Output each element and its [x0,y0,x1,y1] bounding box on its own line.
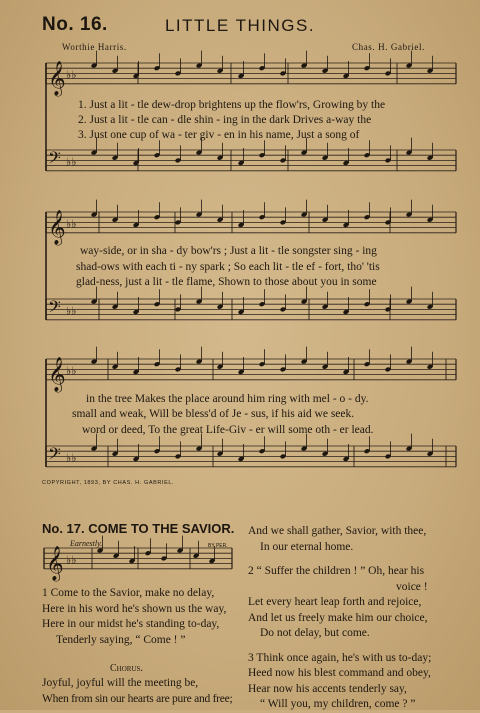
key-signature: ♭♭ [66,364,77,378]
bass-clef-icon: 𝄢 [48,296,61,321]
verse-line: Heed now his blest command and obey, [248,667,431,679]
lyric-line: way-side, or in sha - dy bow'rs ; Just a lit - tle songster sing - ing [80,245,377,257]
key-signature: ♭♭ [66,304,77,318]
hymn-16-title: LITTLE THINGS. [164,16,316,35]
treble-clef-icon: 𝄞 [48,356,66,392]
verse-line: 2 “ Suffer the children ! ” Oh, hear his [248,565,425,577]
verse-line: “ Will you, my children, come ? ” [260,698,416,710]
key-signature: ♭♭ [66,68,77,82]
tempo-marking: Earnestly. [70,539,103,548]
chorus-line: When from sin our hearts are pure and free; [42,692,233,705]
key-signature: ♭♭ [66,217,77,231]
key-signature: ♭♭ [66,553,77,567]
lyric-line: glad-ness, just a lit - tle flame, Shown to those about you in some [76,276,377,288]
treble-clef-icon: 𝄞 [48,209,66,245]
verse-line: 3 Think once again, he's with us to-day; [248,651,432,664]
note-heads [91,51,434,564]
verse-line: 1 Come to the Savior, make no delay, [42,587,215,599]
bass-clef-icon: 𝄢 [48,147,61,172]
lyric-line: in the tree Makes the place around him ring with mel - o - dy. [86,393,369,405]
verse-line: Here in our midst he's standing to-day, [42,618,220,630]
verse-line: And let us freely make him our choice, [248,611,428,624]
verse-line: Here in his word he's shown us the way, [42,602,227,615]
verse-line: Tenderly saying, “ Come ! ” [56,633,186,646]
hymn-16-composer: Chas. H. Gabriel. [352,42,425,52]
bass-clef-icon: 𝄢 [48,443,61,468]
chorus-line: Joyful, joyful will the meeting be, [42,677,199,689]
verse-line: In our eternal home. [260,540,354,553]
lyric-line: 3. Just one cup of wa - ter giv - en in his name, Just a song of [78,129,360,141]
verse-1 [42,586,226,648]
key-signature: ♭♭ [66,451,77,465]
clef-symbols [46,61,76,582]
stanza-gap [248,555,431,564]
lyric-line: word or deed, To the great Life-Giv - er will some oth - er lead. [82,424,374,436]
hymn-17-title: No. 17. COME TO THE SAVIOR. [42,521,235,536]
verse-line: Let every heart leap forth and rejoice, [248,596,422,608]
copyright-notice: COPYRIGHT, 1893, BY CHAS. H. GABRIEL. [42,480,175,486]
chorus-heading: Chorus. [110,663,143,674]
lyric-line: 1. Just a lit - tle dew-drop brightens up the flow'rs, Growing by the [78,99,386,111]
right-column-verses [248,524,431,713]
key-signature: ♭♭ [66,155,77,169]
hymn-16-author: Worthie Harris. [62,42,127,52]
hymn-17-attribution: BY PER. [208,543,228,549]
verse-line: Do not delay, but come. [260,627,370,639]
lyric-line: small and weak, Will be bless'd of Je - sus, if his aid we seek. [72,408,355,420]
treble-clef-icon: 𝄞 [48,60,66,96]
verse-line: And we shall gather, Savior, with thee, [248,525,427,537]
hymn-16-number: No. 16. [42,14,108,35]
stanza-gap [248,642,431,651]
lyric-line: shad-ows with each ti - ny spark ; So each lit - tle ef - fort, tho' 'tis [76,261,380,273]
verse-line: voice ! [396,580,428,593]
lyric-line: 2. Just a lit - tle can - dle shin - ing in the dark Drives a-way the [78,114,372,126]
verse-line: Hear now his accents tenderly say, [248,682,407,695]
treble-clef-icon: 𝄞 [46,545,64,581]
chorus-text [42,676,232,707]
